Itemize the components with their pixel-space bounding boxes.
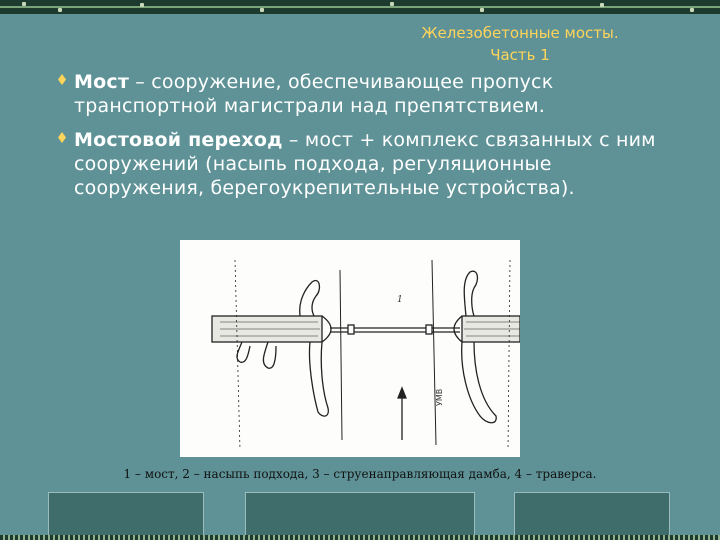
diagram-label-river-level: УМВ [435,388,444,406]
nav-button-left[interactable] [48,492,204,540]
bullet-item-bridge-crossing [58,128,678,200]
definition-list [58,70,678,210]
figure-caption: 1 – мост, 2 – насыпь подхода, 3 – струенаправляющая дамба, 4 – траверса. [123,467,597,481]
bridge-crossing-diagram [180,240,520,457]
bridge-plan-drawing [180,240,520,457]
bullet-text: – сооружение, обеспечивающее пропуск транспортной магистрали над препятствием. [74,71,554,117]
bullet-term: Мост [74,71,130,93]
diagram-label-1: 1 [397,295,403,305]
nav-button-center[interactable] [245,492,475,540]
circuit-pad [480,8,484,12]
circuit-pad [390,2,394,6]
circuit-trace [0,6,720,8]
bullet-text: – мост + комплекс связанных с ним сооружений (насыпь подхода, регуляционные сооружения, берегоукрепительные устройства). [74,129,656,199]
circuit-pad [260,8,264,12]
nav-button-right[interactable] [514,492,670,540]
diamond-bullet-icon [58,74,66,85]
circuit-pad [58,8,62,12]
circuit-pad [22,2,26,6]
diamond-bullet-icon [58,132,66,143]
slide-title-line2: Часть 1 [490,46,550,64]
bullet-item-bridge [58,70,678,118]
slide-title-line1: Железобетонные мосты. [421,24,619,42]
circuit-pad [140,3,144,7]
circuit-pad [600,3,604,7]
circuit-board-footer-strip [0,535,720,540]
slide-title [360,22,680,66]
circuit-board-header-strip [0,0,720,14]
circuit-pad [690,8,694,12]
bullet-term: Мостовой переход [74,129,283,151]
